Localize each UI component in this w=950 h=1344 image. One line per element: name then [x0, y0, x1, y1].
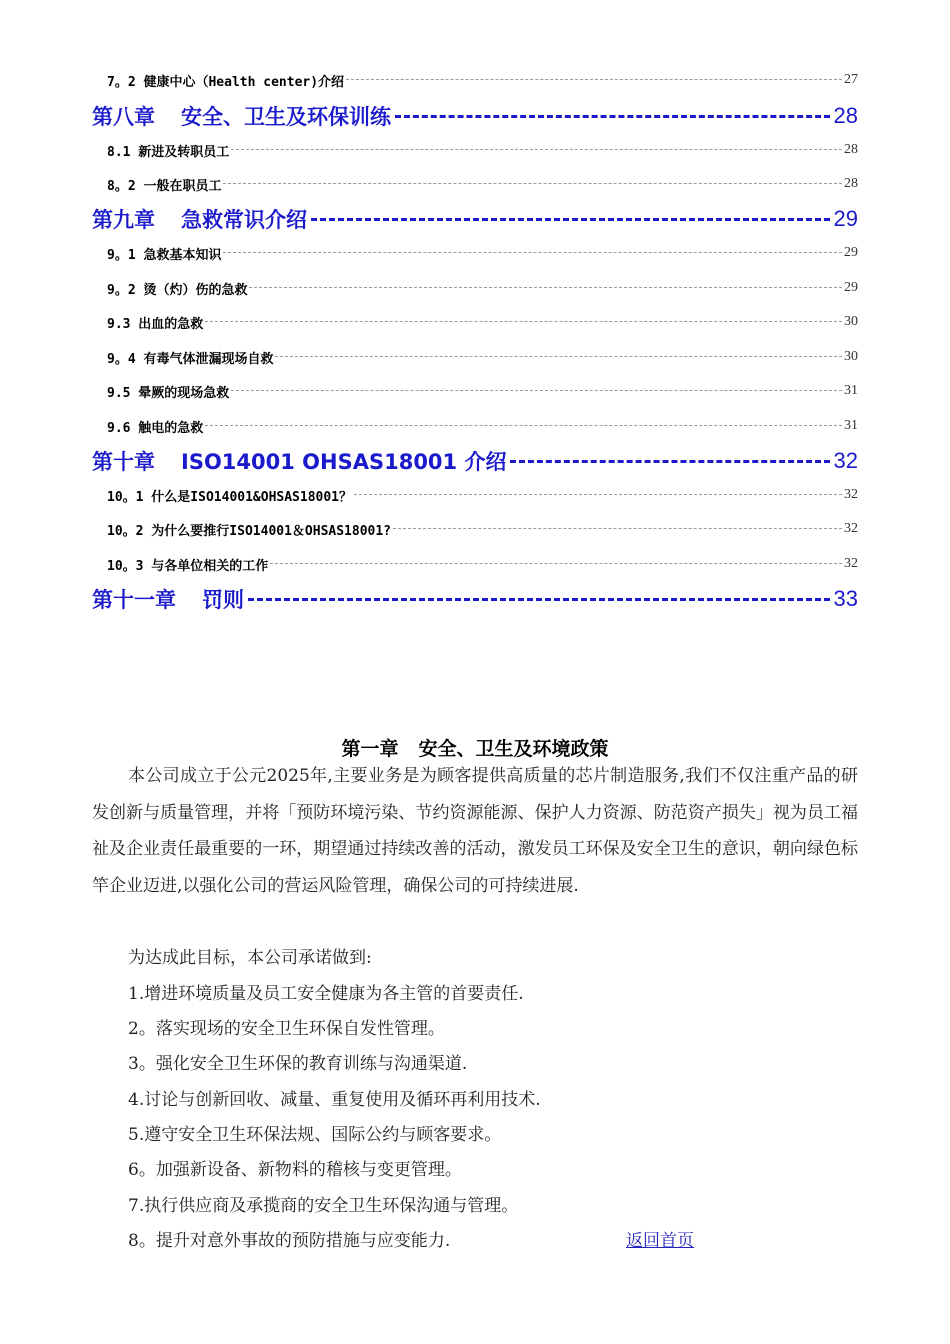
toc-entry-text: 8。2 一般在职员工 [107, 178, 222, 194]
toc-entry-9-4[interactable] [107, 347, 858, 367]
toc-leader [311, 218, 830, 221]
commitment-item: 3。强化安全卫生环保的教育训练与沟通渠道. [128, 1054, 468, 1074]
toc-entry-text: 10。3 与各单位相关的工作 [107, 558, 269, 574]
commitment-item: 8。提升对意外事故的预防措施与应变能力. [128, 1231, 451, 1251]
toc-chapter-number: 第十一章 [92, 588, 176, 612]
toc-chapter-title: ISO14001 OHSAS18001 介绍 [181, 450, 507, 474]
toc-entry-10-1[interactable] [107, 485, 858, 505]
toc-chapter-9[interactable] [92, 205, 858, 233]
chapter-number: 第一章 [341, 738, 399, 760]
toc-leader [354, 494, 842, 496]
toc-leader [248, 598, 830, 601]
toc-page-number: 32 [833, 448, 858, 473]
toc-page-number: 28 [844, 142, 858, 157]
toc-page-number: 31 [844, 418, 858, 433]
toc-page-number: 27 [844, 72, 858, 87]
toc-leader [205, 425, 842, 427]
toc-entry-9-2[interactable] [107, 278, 858, 298]
toc-entry-text: 9.5 晕厥的现场急救 [107, 385, 230, 401]
commitment-item: 1.增进环境质量及员工安全健康为各主管的首要责任. [128, 984, 524, 1004]
toc-entry-9-6[interactable] [107, 416, 858, 436]
toc-leader [270, 563, 842, 565]
toc-page-number: 32 [844, 487, 858, 502]
toc-entry-10-3[interactable] [107, 554, 858, 574]
commitment-item: 5.遵守安全卫生环保法规、国际公约与顾客要求。 [128, 1125, 502, 1145]
toc-leader [231, 149, 842, 151]
toc-leader [223, 183, 842, 185]
toc-entry-text: 9.3 出血的急救 [107, 316, 204, 332]
toc-page-number: 29 [844, 245, 858, 260]
toc-chapter-number: 第八章 [92, 105, 155, 129]
toc-leader [346, 79, 842, 81]
toc-page-number: 30 [844, 314, 858, 329]
toc-leader [205, 321, 842, 323]
toc-page-number: 29 [844, 280, 858, 295]
toc-entry-text: 9。4 有毒气体泄漏现场自救 [107, 351, 274, 367]
toc-page-number: 31 [844, 383, 858, 398]
toc-chapter-title: 急救常识介绍 [181, 208, 307, 232]
toc-entry-8-2[interactable] [107, 174, 858, 194]
toc-entry-8-1[interactable] [107, 140, 858, 160]
toc-leader [393, 528, 842, 530]
toc-page-number: 32 [844, 556, 858, 571]
toc-chapter-title: 安全、卫生及环保训练 [181, 105, 391, 129]
commitment-item: 6。加强新设备、新物料的稽核与变更管理。 [128, 1160, 462, 1180]
toc-entry-text: 9。1 急救基本知识 [107, 247, 222, 263]
toc-entry-9-1[interactable] [107, 243, 858, 263]
commitment-item: 7.执行供应商及承揽商的安全卫生环保沟通与管理。 [128, 1196, 519, 1216]
toc-entry-text: 7。2 健康中心（Health center)介绍 [107, 74, 345, 90]
toc-page-number: 28 [844, 176, 858, 191]
toc-entry-text: 9。2 烫（灼）伤的急救 [107, 282, 248, 298]
commitment-item: 4.讨论与创新回收、减量、重复使用及循环再利用技术. [128, 1090, 541, 1110]
toc-page-number: 33 [833, 586, 858, 611]
toc-leader [231, 390, 842, 392]
toc-page-number: 30 [844, 349, 858, 364]
toc-chapter-number: 第九章 [92, 208, 155, 232]
toc-leader [395, 115, 830, 118]
intro-paragraph: 本公司成立于公元2025年,主要业务是为顾客提供高质量的芯片制造服务,我们不仅注重产品的研发创新与质量管理，并将「预防环境污染、节约资源能源、保护人力资源、防范资产损失」视为员工福祉及企业责任最重要的一环，期望通过持续改善的活动，激发员工环保及安全卫生的意识，朝向绿色标竿企业迈进,以强化公司的营运风险管理，确保公司的可持续进展. [92, 766, 858, 896]
toc-page-number: 29 [833, 206, 858, 231]
toc-entry-text: 8.1 新进及转职员工 [107, 144, 230, 160]
toc-chapter-11[interactable] [92, 585, 858, 613]
toc-leader [249, 287, 842, 289]
commitment-lead: 为达成此目标，本公司承诺做到: [128, 948, 372, 968]
toc-leader [275, 356, 842, 358]
toc-chapter-10[interactable] [92, 447, 858, 475]
toc-page-number: 32 [844, 521, 858, 536]
chapter-title: 安全、卫生及环境政策 [418, 738, 609, 760]
toc-entry-text: 10。2 为什么要推行ISO14001＆OHSAS18001? [107, 523, 392, 539]
toc-chapter-8[interactable] [92, 102, 858, 130]
toc-leader [510, 460, 829, 463]
toc-leader [223, 252, 842, 254]
toc-chapter-number: 第十章 [92, 450, 155, 474]
toc-entry-text: 9.6 触电的急救 [107, 420, 204, 436]
toc-entry-9-3[interactable] [107, 312, 858, 332]
toc-entry-7-2[interactable] [107, 70, 858, 90]
chapter-heading [0, 734, 950, 761]
toc-entry-9-5[interactable] [107, 381, 858, 401]
back-to-home-link[interactable]: 返回首页 [626, 1231, 694, 1251]
commitment-item: 2。落实现场的安全卫生环保自发性管理。 [128, 1019, 445, 1039]
toc-chapter-title: 罚则 [202, 588, 244, 612]
toc-page-number: 28 [833, 103, 858, 128]
toc-entry-10-2[interactable] [107, 519, 858, 539]
toc-entry-text: 10。1 什么是ISO14001&OHSAS18001？ [107, 489, 353, 505]
